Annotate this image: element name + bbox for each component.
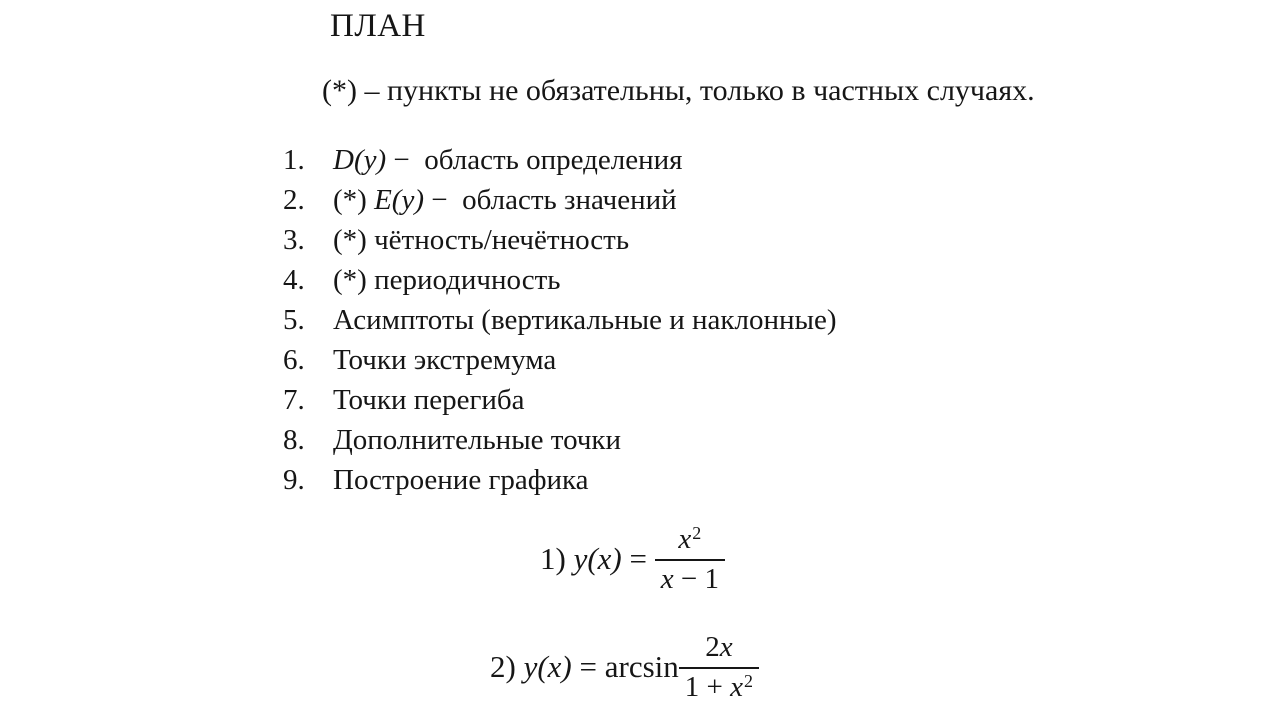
formula-2-label: 2) [490,649,524,685]
exponent: 2 [692,523,702,544]
list-item-number: 5. [283,304,305,336]
fraction-denominator: $1 + x^2$ [679,667,759,705]
math-expression: D(y) [333,144,387,176]
math-expression: E(y) [374,184,424,216]
plan-item-7 [283,380,837,420]
list-item-number: 4. [283,264,305,296]
fraction [679,630,759,705]
formula-1 [540,522,725,597]
list-item-number: 7. [283,384,305,416]
fraction [655,522,725,597]
fraction-denominator: x − 1 [655,559,725,597]
list-item-text: Точки экстремума [333,344,557,376]
plan-list [283,140,837,500]
plan-item-4 [283,260,837,300]
fraction-numerator: $x^2$ [678,523,702,555]
plan-item-8 [283,420,837,460]
list-item-text: Асимптоты (вертикальные и наклонные) [333,304,837,336]
list-item-text: (*) чётность/нечётность [333,224,630,256]
list-item-text: (*) периодичность [333,264,561,296]
list-item-text: D(y) − область определения [333,144,683,176]
plan-item-9 [283,460,837,500]
plan-item-5 [283,300,837,340]
list-item-number: 2. [283,184,305,216]
equals-sign: = [621,541,655,577]
formula-1-lhs: y(x) [573,541,622,577]
arcsin-function-name: arcsin [604,649,679,685]
equals-sign: = [571,649,605,685]
list-item-text: Построение графика [333,464,589,496]
list-item-text: Точки перегиба [333,384,525,416]
formula-2 [490,630,759,705]
list-item-number: 6. [283,344,305,376]
plan-item-2 [283,180,837,220]
plan-item-6 [283,340,837,380]
exponent: 2 [744,671,753,692]
page-title: ПЛАН [330,8,426,44]
list-item-number: 9. [283,464,305,496]
plan-item-1 [283,140,837,180]
list-item-text: (*) E(y) − область значений [333,184,677,216]
formula-1-label: 1) [540,541,574,577]
list-item-text: Дополнительные точки [333,424,622,456]
list-item-number: 1. [283,144,305,176]
fraction-numerator: 2x [705,631,733,663]
formula-2-lhs: y(x) [523,649,572,685]
list-item-number: 3. [283,224,305,256]
list-item-number: 8. [283,424,305,456]
note-line: (*) – пункты не обязательны, только в частных случаях. [322,74,1035,107]
plan-item-3 [283,220,837,260]
